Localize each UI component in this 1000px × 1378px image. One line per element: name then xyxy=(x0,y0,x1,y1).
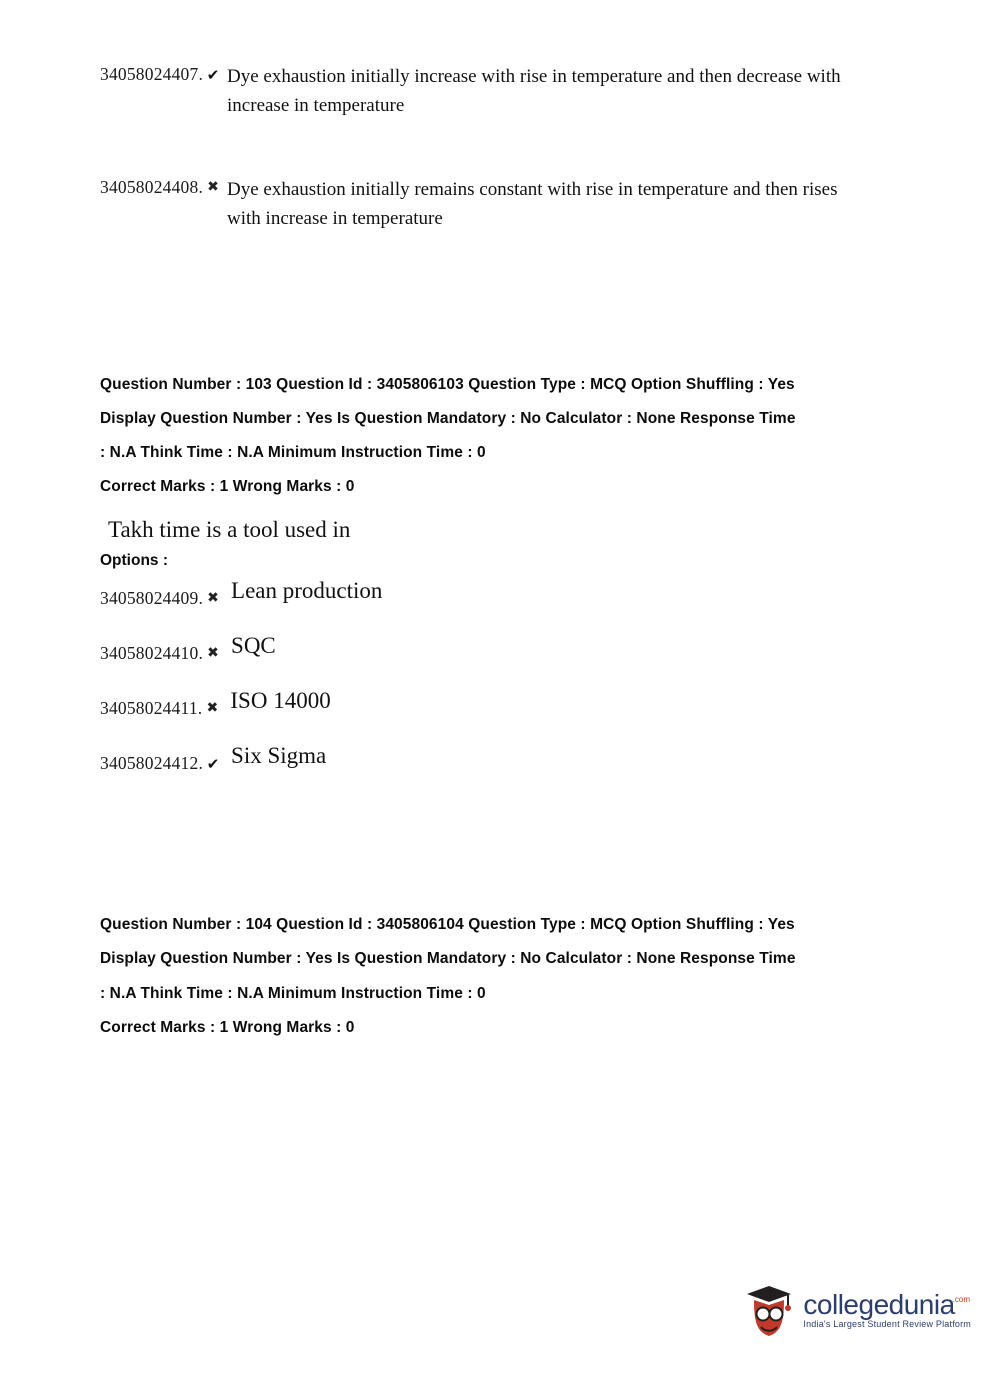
question-block-104 xyxy=(100,908,900,1044)
option-row xyxy=(100,62,900,121)
option-text: Dye exhaustion initially remains constant with rise in temperature and then rises with increase in temperature xyxy=(227,178,838,230)
question-meta xyxy=(100,908,900,1044)
section-spacer xyxy=(100,868,900,908)
graduate-mascot-icon xyxy=(743,1280,795,1340)
option-id: 34058024409. xyxy=(100,588,204,609)
option-id: 34058024410. xyxy=(100,643,204,664)
meta-line: Question Number : 103 Question Id : 3405806103 Question Type : MCQ Option Shuffling : Yes xyxy=(100,375,795,393)
section-spacer xyxy=(100,266,900,328)
option-row xyxy=(100,633,900,664)
logo-word-college: college xyxy=(803,1289,889,1320)
logo-dotcom: .com xyxy=(952,1295,970,1304)
meta-line: Correct Marks : 1 Wrong Marks : 0 xyxy=(100,1018,355,1036)
option-id: 34058024412. xyxy=(100,753,204,774)
option-row xyxy=(100,175,900,234)
logo-word-dunia: dunia xyxy=(888,1289,955,1320)
question-options xyxy=(100,578,900,774)
meta-line: : N.A Think Time : N.A Minimum Instruction Time : 0 xyxy=(100,984,486,1002)
option-id: 34058024411. xyxy=(100,698,203,719)
cross-icon: ✖ xyxy=(207,591,219,607)
check-icon: ✔ xyxy=(206,757,220,774)
option-id: 34058024408. xyxy=(100,176,204,197)
meta-line: : N.A Think Time : N.A Minimum Instruction Time : 0 xyxy=(100,443,486,461)
cross-icon: ✖ xyxy=(207,646,219,662)
previous-question-options xyxy=(100,62,900,234)
option-id: 34058024407. xyxy=(100,64,204,84)
logo-tagline: India's Largest Student Review Platform xyxy=(803,1319,972,1329)
logo-text xyxy=(803,1291,972,1329)
option-row xyxy=(100,578,900,609)
option-row xyxy=(100,688,900,719)
question-stem: Takh time is a tool used in xyxy=(108,517,351,543)
top-spacer xyxy=(100,0,900,62)
option-text: Six Sigma xyxy=(231,743,327,769)
option-text: SQC xyxy=(231,633,276,659)
option-row xyxy=(100,743,900,774)
cross-icon: ✖ xyxy=(207,179,219,195)
meta-line: Display Question Number : Yes Is Question Mandatory : No Calculator : None Response Time xyxy=(100,950,796,968)
option-gap xyxy=(100,153,900,175)
section-spacer xyxy=(100,806,900,868)
option-text: Lean production xyxy=(231,578,383,604)
meta-line: Display Question Number : Yes Is Question Mandatory : No Calculator : None Response Time xyxy=(100,409,796,427)
section-spacer xyxy=(100,328,900,368)
check-icon: ✔ xyxy=(206,68,220,84)
cross-icon: ✖ xyxy=(206,701,219,717)
options-label: Options : xyxy=(100,552,169,570)
option-text: Dye exhaustion initially increase with rise in temperature and then decrease with increase in temperature xyxy=(227,66,841,117)
option-text: ISO 14000 xyxy=(230,688,331,714)
question-meta xyxy=(100,368,900,504)
collegedunia-logo xyxy=(743,1280,972,1340)
meta-line: Question Number : 104 Question Id : 3405806104 Question Type : MCQ Option Shuffling : Yes xyxy=(100,916,795,934)
question-block-103 xyxy=(100,368,900,775)
meta-line: Correct Marks : 1 Wrong Marks : 0 xyxy=(100,478,355,496)
